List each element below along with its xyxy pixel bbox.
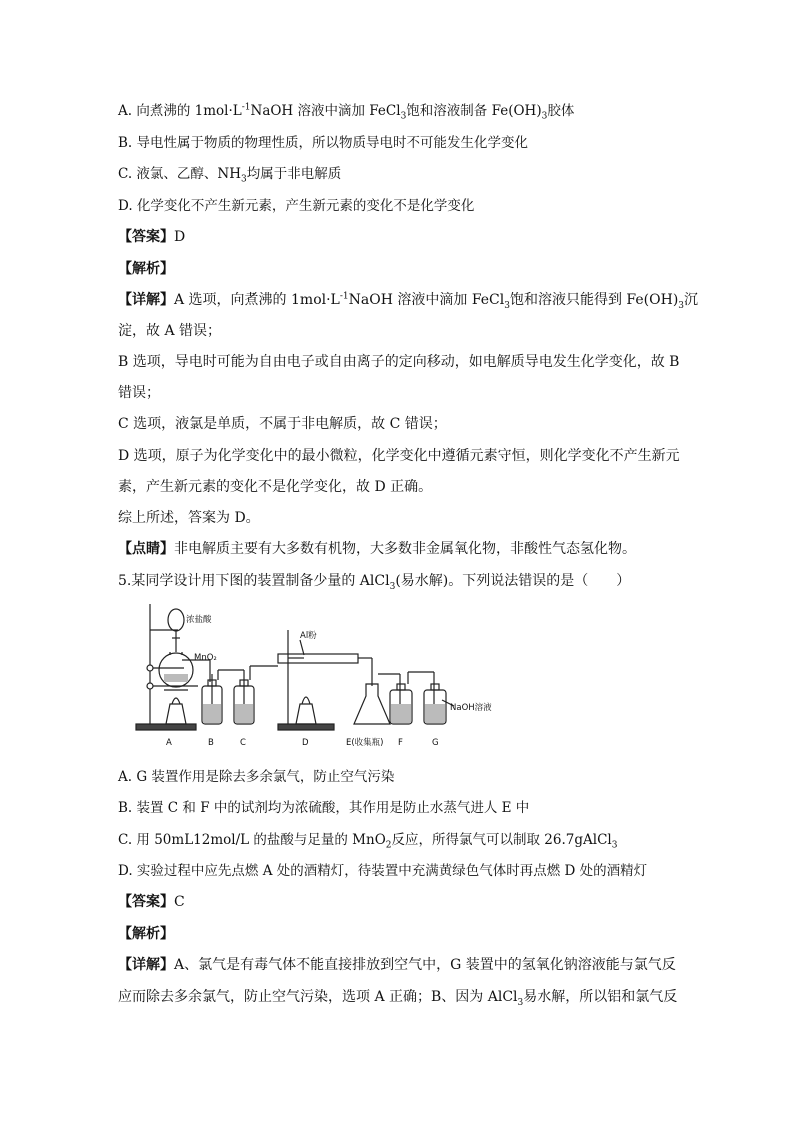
q4-analysis-label: 【解析】 xyxy=(118,261,174,277)
q5-option-c: C. 用 50mL12mol/L 的盐酸与足量的 MnO$_2$反应，所得氯气可以制取 26.7gAlCl$_3$ xyxy=(118,832,618,851)
apparatus-diagram xyxy=(128,600,492,750)
q5-answer: 【答案】C xyxy=(118,894,185,910)
label-letter-c: C xyxy=(240,738,246,748)
q4-option-a: A. 向煮沸的 $1mol\cdot L^{-1}NaOH$ 溶液中滴加 FeCl$_3$饱和溶液制备 $Fe(OH)_3$胶体 xyxy=(118,102,575,122)
q4-detail-line-6: D 选项，原子为化学变化中的最小微粒，化学变化中遵循元素守恒，则化学变化不产生新元 xyxy=(118,448,680,464)
label-letter-a: A xyxy=(166,738,172,748)
q5-detail-line-2: 应而除去多余氯气，防止空气污染，选项 A 正确；B、因为 AlCl$_3$易水解，所以铝和氯气反 xyxy=(118,989,678,1008)
q4-detail-line-5: C 选项，液氯是单质，不属于非电解质，故 C 错误； xyxy=(118,416,447,432)
q5-detail-line-1: 【详解】A、氯气是有毒气体不能直接排放到空气中，G 装置中的氢氧化钠溶液能与氯气反 xyxy=(118,957,676,973)
q5-option-a: A. G 装置作用是除去多余氯气，防止空气污染 xyxy=(118,769,395,785)
label-conc-hcl: 浓盐酸 xyxy=(186,615,212,625)
label-naoh: NaOH溶液 xyxy=(450,703,492,713)
q5-option-b: B. 装置 C 和 F 中的试剂均为浓硫酸，其作用是防止水蒸气进人 E 中 xyxy=(118,800,530,816)
label-letter-b: B xyxy=(208,738,214,748)
label-letter-e: E(收集瓶) xyxy=(346,738,384,748)
q4-detail-line-2: 淀，故 A 错误； xyxy=(118,323,222,339)
label-letter-g: G xyxy=(432,738,439,748)
q5-stem: 5.某同学设计用下图的装置制备少量的 AlCl$_3$(易水解)。下列说法错误的是（ ） xyxy=(118,573,631,592)
q5-option-d: D. 实验过程中应先点燃 A 处的酒精灯，待装置中充满黄绿色气体时再点燃 D 处的酒精灯 xyxy=(118,863,648,879)
q5-analysis-label: 【解析】 xyxy=(118,926,174,942)
q4-option-b: B. 导电性属于物质的物理性质，所以物质导电时不可能发生化学变化 xyxy=(118,135,529,151)
label-letter-d: D xyxy=(302,738,309,748)
q4-detail-line-4: 错误； xyxy=(118,385,160,401)
label-al-powder: Al粉 xyxy=(300,631,317,641)
q4-summary: 综上所述，答案为 D。 xyxy=(118,510,260,526)
label-letter-f: F xyxy=(398,738,403,748)
q4-answer: 【答案】D xyxy=(118,229,186,245)
q4-option-d: D. 化学变化不产生新元素，产生新元素的变化不是化学变化 xyxy=(118,198,475,214)
q4-option-c: C. 液氯、乙醇、$NH_3$均属于非电解质 xyxy=(118,166,342,185)
label-mno2: MnO₂ xyxy=(194,653,217,663)
q4-detail-line-3: B 选项，导电时可能为自由电子或自由离子的定向移动，如电解质导电发生化学变化，故 B xyxy=(118,354,680,370)
q4-detail-line-7: 素，产生新元素的变化不是化学变化，故 D 正确。 xyxy=(118,479,433,495)
q4-point: 【点睛】非电解质主要有大多数有机物，大多数非金属氧化物，非酸性气态氢化物。 xyxy=(118,541,636,557)
q4-detail-line-1: 【详解】A 选项，向煮沸的 $1mol\cdot L^{-1}NaOH$ 溶液中滴加 FeCl$_3$饱和溶液只能得到 $Fe(OH)_3$沉 xyxy=(118,291,699,311)
